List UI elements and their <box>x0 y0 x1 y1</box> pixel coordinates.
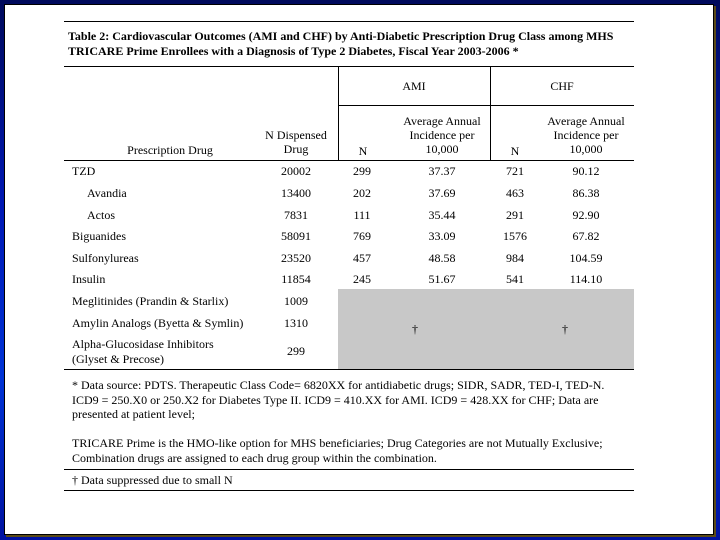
chf-n-value: 541 <box>506 272 524 286</box>
rule-group-header <box>338 105 634 106</box>
dispensed-value: 11854 <box>281 272 311 286</box>
chf-incidence-value: 104.59 <box>569 251 603 265</box>
drug-name: Meglitinides (Prandin & Starlix) <box>72 294 229 308</box>
drug-name: Amylin Analogs (Byetta & Symlin) <box>72 316 244 330</box>
ami-incidence-value: 37.37 <box>428 164 456 178</box>
rule-header-bottom <box>64 160 634 161</box>
dispensed-value: 1310 <box>284 316 308 330</box>
chf-incidence-value: 67.82 <box>572 229 600 243</box>
footnote-line: presented at patient level; <box>72 407 195 421</box>
header-chf: CHF <box>550 79 574 93</box>
ami-incidence-value: 33.09 <box>428 229 456 243</box>
dispensed-value: 299 <box>287 344 305 358</box>
rule-under-title <box>64 66 634 67</box>
chf-n-value: 721 <box>506 164 524 178</box>
suppressed-area <box>338 289 634 369</box>
ami-incidence-value: 48.58 <box>428 251 456 265</box>
chf-n-value: 984 <box>506 251 524 265</box>
header-chf-incidence: Average Annual Incidence per 10,000 <box>547 114 625 156</box>
chf-incidence-value: 86.38 <box>572 186 600 200</box>
footnote-line: Combination drugs are assigned to each drug group within the combination. <box>72 450 437 465</box>
drug-name-line1: Alpha-Glucosidase Inhibitors <box>72 337 214 351</box>
ami-n-value: 202 <box>353 186 371 200</box>
rule-bottom <box>64 490 634 491</box>
chf-incidence-value: 90.12 <box>572 164 600 178</box>
footnote-source <box>72 378 632 422</box>
footnote-suppressed: † Data suppressed due to small N <box>72 473 233 487</box>
ami-incidence-value: 35.44 <box>428 208 456 222</box>
drug-name-line2: (Glyset & Precose) <box>72 352 164 366</box>
chf-n-value: 1576 <box>503 229 527 243</box>
dispensed-value: 13400 <box>281 186 311 200</box>
table-title: Table 2: Cardiovascular Outcomes (AMI and CHF) by Anti-Diabetic Prescription Drug Class among MHS TRICARE Prime Enrollees with a Diagnosis of Type 2 Diabetes, Fiscal Year 2003-2006 * <box>68 29 614 58</box>
chf-n-value: 291 <box>506 208 524 222</box>
header-n-dispensed: N Dispensed Drug <box>265 128 327 156</box>
footnote-line: TRICARE Prime is the HMO-like option for MHS beneficiaries; Drug Categories are not Mutually Exclusive; <box>72 436 603 450</box>
ami-incidence-value: 51.67 <box>428 272 456 286</box>
drug-name: Biguanides <box>72 229 126 243</box>
header-ami-n: N <box>358 144 368 158</box>
drug-name: Insulin <box>72 272 106 286</box>
footnote-line: * Data source: PDTS. Therapeutic Class Code= 6820XX for antidiabetic drugs; SIDR, SADR, TED-I, TED-N. <box>72 378 605 392</box>
dispensed-value: 58091 <box>281 229 311 243</box>
ami-n-value: 245 <box>353 272 371 286</box>
ami-n-value: 457 <box>353 251 371 265</box>
drug-name: TZD <box>72 164 96 178</box>
drug-name: Sulfonylureas <box>72 251 139 265</box>
ami-n-value: 299 <box>353 164 371 178</box>
dispensed-value: 1009 <box>284 294 308 308</box>
chf-incidence-value: 114.10 <box>569 272 603 286</box>
dispensed-value: 23520 <box>281 251 311 265</box>
dispensed-value: 20002 <box>281 164 311 178</box>
rule-notes-sep <box>64 469 634 470</box>
footnote-tricare <box>72 436 632 465</box>
header-ami-incidence: Average Annual Incidence per 10,000 <box>403 114 481 156</box>
rule-top <box>64 21 634 22</box>
ami-incidence-value: 37.69 <box>428 186 456 200</box>
chf-suppressed-mark: † <box>562 322 568 336</box>
dispensed-value: 7831 <box>284 208 308 222</box>
drug-name: Actos <box>87 208 115 222</box>
rule-table-bottom <box>64 369 634 370</box>
chf-n-value: 463 <box>506 186 524 200</box>
ami-n-value: 769 <box>353 229 371 243</box>
ami-suppressed-mark: † <box>412 322 418 336</box>
ami-n-value: 111 <box>353 208 371 222</box>
header-prescription-drug: Prescription Drug <box>127 143 213 157</box>
header-ami: AMI <box>402 79 426 93</box>
chf-incidence-value: 92.90 <box>572 208 600 222</box>
footnote-line: ICD9 = 250.X0 or 250.X2 for Diabetes Type II. ICD9 = 410.XX for AMI. ICD9 = 428.XX for CHF; Data are <box>72 392 599 407</box>
drug-name: Avandia <box>87 186 127 200</box>
header-chf-n: N <box>510 144 520 158</box>
